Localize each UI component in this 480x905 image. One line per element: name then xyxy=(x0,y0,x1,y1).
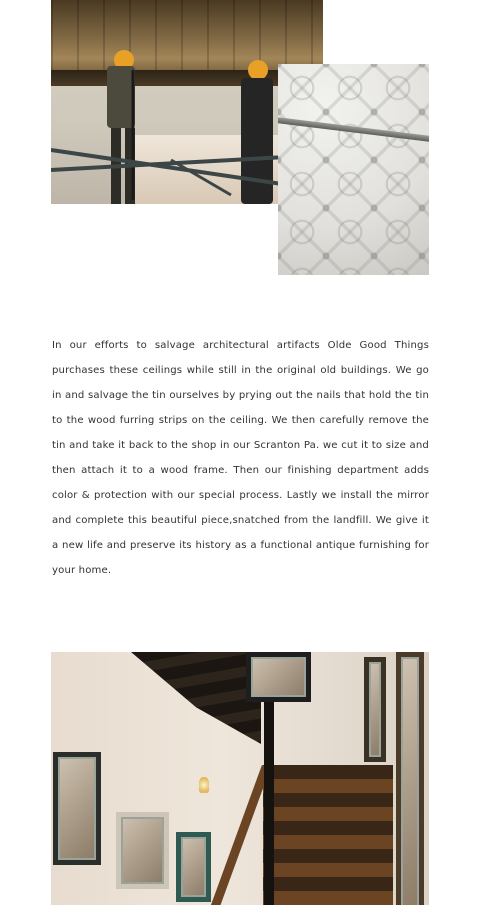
tin-framed-mirror xyxy=(176,832,211,902)
wooden-steps xyxy=(263,765,393,905)
hard-hat xyxy=(248,60,268,80)
handrail xyxy=(211,765,271,905)
tin-framed-mirror xyxy=(364,657,386,762)
tin-framed-mirror xyxy=(246,652,311,702)
tin-framed-mirror xyxy=(53,752,101,865)
upper-staircase xyxy=(131,652,261,744)
tin-framed-mirror xyxy=(116,812,169,889)
wall-sconce xyxy=(199,777,209,793)
photo-white-tin-ceiling-panel xyxy=(278,64,429,275)
embossed-tin-pattern xyxy=(278,64,429,275)
photo-staircase-with-tin-mirrors xyxy=(51,652,429,905)
article-body-text: In our efforts to salvage architectural artifacts Olde Good Things purchases these ceilings while still in the original old buildings. We go in and salvage the tin ourselves by prying out the nails that hold the tin to the wood furring strips on the ceiling. We then carefully remove the tin and take it back to the shop in our Scranton Pa. we cut it to size and then attach it to a wood frame. Then our finishing department adds color & protection with our special process. Lastly we install the mirror and complete this beautiful piece,snatched from the landfill. We give it a new life and preserve its history as a functional antique furnishing for your home. xyxy=(52,340,429,576)
tin-framed-mirror xyxy=(396,652,424,905)
